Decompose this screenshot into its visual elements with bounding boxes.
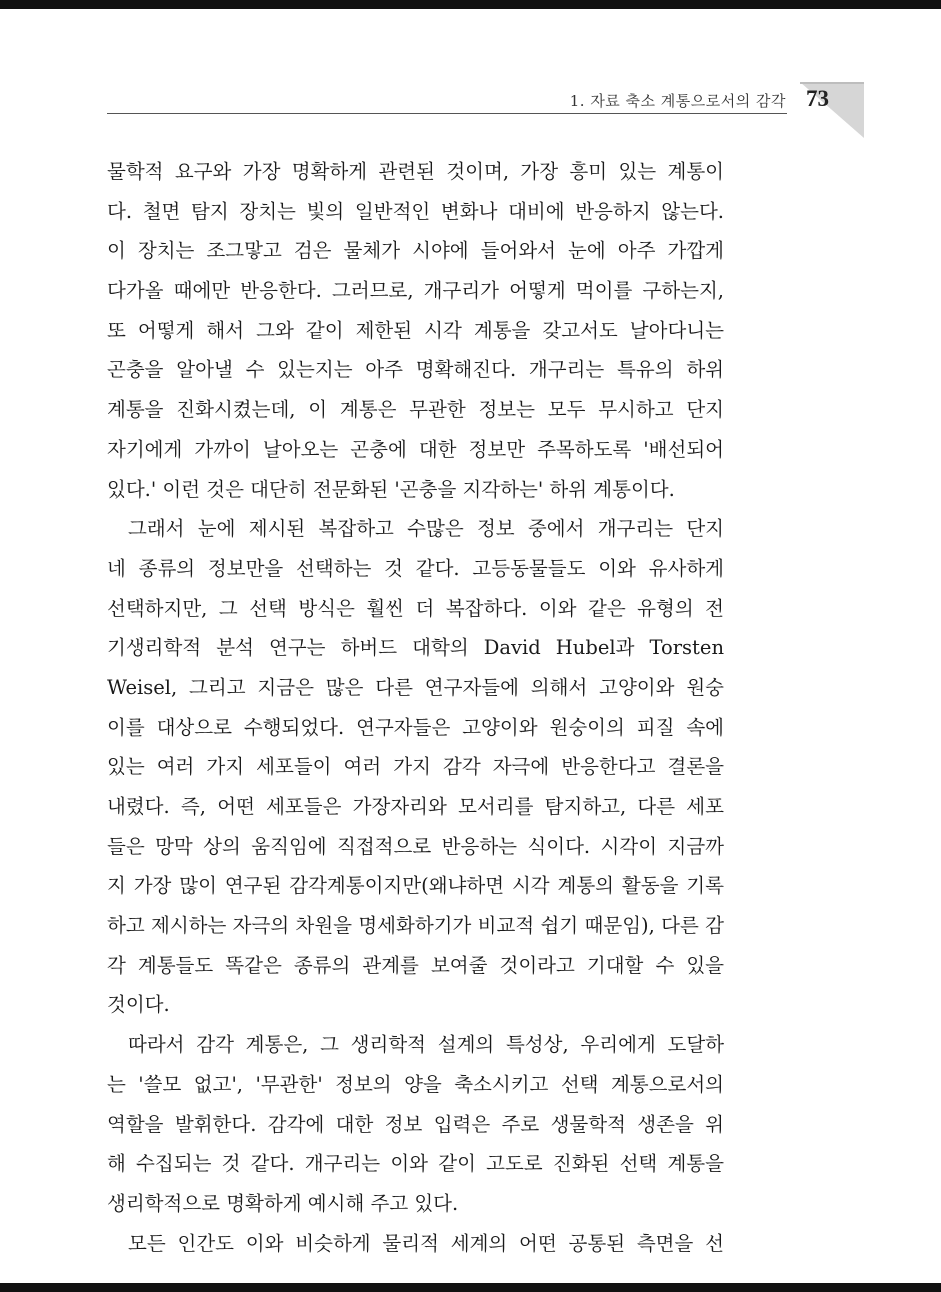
text-line: 있는 여러 가지 세포들이 여러 가지 감각 자극에 반응한다고 결론을 (107, 755, 724, 779)
text-line: 모든 인간도 이와 비슷하게 물리적 세계의 어떤 공통된 측면을 선 (128, 1231, 724, 1255)
text-line: 계통을 진화시켰는데, 이 계통은 무관한 정보는 모두 무시하고 단지 (107, 398, 724, 422)
text-line: 생리학적으로 명확하게 예시해 주고 있다. (107, 1191, 459, 1215)
text-line: 또 어떻게 해서 그와 같이 제한된 시각 계통을 갖고서도 날아다니는 (107, 318, 724, 342)
body-text (107, 152, 724, 1263)
bottom-border (0, 1283, 941, 1292)
text-line: 따라서 감각 계통은, 그 생리학적 설계의 특성상, 우리에게 도달하 (128, 1033, 724, 1057)
text-line: Weisel, 그리고 지금은 많은 다른 연구자들에 의해서 고양이와 원숭 (107, 675, 724, 699)
text-line: 있다.' 이런 것은 대단히 전문화된 '곤충을 지각하는' 하위 계통이다. (107, 477, 675, 501)
text-line: 지 가장 많이 연구된 감각계통이지만(왜냐하면 시각 계통의 활동을 기록 (107, 874, 724, 898)
text-line: 것이다. (107, 993, 170, 1017)
text-line: 각 계통들도 똑같은 종류의 관계를 보여줄 것이라고 기대할 수 있을 (107, 953, 724, 977)
text-line: 물학적 요구와 가장 명확하게 관련된 것이며, 가장 흥미 있는 계통이 (107, 160, 724, 183)
text-line: 곤충을 알아낼 수 있는지는 아주 명확해진다. 개구리는 특유의 하위 (107, 358, 724, 382)
text-line: 역할을 발휘한다. 감각에 대한 정보 입력은 주로 생물학적 생존을 위 (107, 1112, 724, 1136)
text-line: 다가올 때에만 반응한다. 그러므로, 개구리가 어떻게 먹이를 구하는지, (107, 279, 724, 303)
text-line: 하고 제시하는 자극의 차원을 명세화하기가 비교적 쉽기 때문임), 다른 감 (107, 914, 724, 938)
text-line: 이를 대상으로 수행되었다. 연구자들은 고양이와 원숭이의 피질 속에 (107, 715, 724, 739)
page-number: 73 (806, 86, 829, 111)
top-border (0, 0, 941, 9)
text-line: 그래서 눈에 제시된 복잡하고 수많은 정보 중에서 개구리는 단지 (128, 517, 724, 541)
text-line: 네 종류의 정보만을 선택하는 것 같다. 고등동물들도 이와 유사하게 (107, 556, 724, 580)
text-line: 선택하지만, 그 선택 방식은 훨씬 더 복잡하다. 이와 같은 유형의 전 (107, 596, 724, 620)
text-line: 자기에게 가까이 날아오는 곤충에 대한 정보만 주목하도록 '배선되어 (107, 437, 724, 461)
text-line: 해 수집되는 것 같다. 개구리는 이와 같이 고도로 진화된 선택 계통을 (107, 1152, 724, 1176)
running-head: 1. 자료 축소 계통으로서의 감각 (569, 92, 786, 110)
text-line: 는 '쓸모 없고', '무관한' 정보의 양을 축소시키고 선택 계통으로서의 (107, 1072, 724, 1096)
text-line: 내렸다. 즉, 어떤 세포들은 가장자리와 모서리를 탐지하고, 다른 세포 (107, 795, 724, 818)
header-rule (107, 113, 787, 114)
text-line: 이 장치는 조그맣고 검은 물체가 시야에 들어와서 눈에 아주 가깝게 (107, 239, 724, 263)
text-line: 기생리학적 분석 연구는 하버드 대학의 David Hubel과 Torsten (107, 636, 724, 660)
text-line: 들은 망막 상의 움직임에 직접적으로 반응하는 식이다. 시각이 지금까 (107, 834, 724, 858)
text-line: 다. 철면 탐지 장치는 빛의 일반적인 변화나 대비에 반응하지 않는다. (107, 199, 724, 223)
